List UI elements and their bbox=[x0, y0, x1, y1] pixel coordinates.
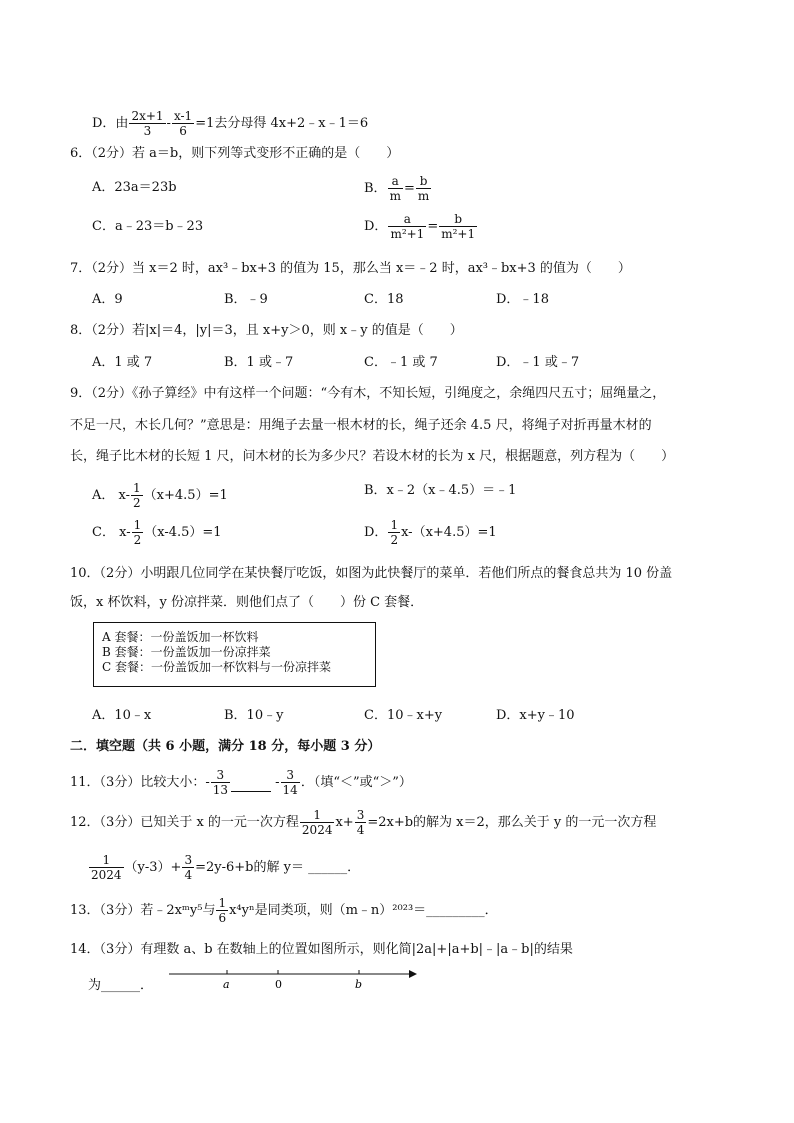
number-line-arrow bbox=[409, 970, 417, 978]
q8-option-b: B．1 或﹣7 bbox=[224, 355, 294, 370]
q12-line-2: $\frac{1}{2024}$ （y-3）+ $\frac{3}{4}$ =2y-6+b的解 y＝ ______． bbox=[91, 853, 361, 882]
q10-line-1: 10．（2分）小明跟几位同学在某快餐厅吃饭，如图为此快餐厅的菜单．若他们所点的餐食总共为 10 份盖 bbox=[70, 566, 673, 581]
q8-stem: 8．（2分）若|x|＝4，|y|＝3，且 x+y＞0，则 x﹣y 的值是（ ） bbox=[70, 323, 463, 338]
q9-line-3: 长，绳子比木材的长短 1 尺，问木材的长为多少尺？若设木材的长为 x 尺，根据题意，列方程为（ ） bbox=[70, 449, 675, 464]
q6-option-c: C．a﹣23＝b﹣23 bbox=[92, 219, 204, 234]
menu-item-b: B 套餐：一份盖饭加一份凉拌菜 bbox=[102, 645, 271, 659]
section-2-heading: 二．填空题（共 6 小题，满分 18 分，每小题 3 分） bbox=[70, 739, 381, 754]
q7-stem: 7．（2分）当 x＝2 时，ax³﹣bx+3 的值为 15，那么当 x＝﹣2 时，ax³﹣bx+3 的值为（ ） bbox=[70, 261, 631, 276]
q6-option-a: A．23a＝23b bbox=[92, 180, 177, 195]
q10-line-2: 饭，x 杯饮料，y 份凉拌菜．则他们点了（ ）份 C 套餐． bbox=[70, 595, 424, 610]
q7-option-b: B．﹣9 bbox=[224, 292, 268, 307]
q8-option-c: C．﹣1 或 7 bbox=[364, 355, 438, 370]
q9-option-a: A． x- $\frac{1}{2}$ （x+4.5）=1 bbox=[92, 481, 228, 510]
q6-option-d: D． $\frac{a}{\text{m²+1}}$ = $\frac{b}{\text{m²+1}}$ bbox=[364, 212, 476, 241]
q7-option-c: C．18 bbox=[364, 292, 404, 307]
q10-option-d: D．x+y﹣10 bbox=[496, 708, 575, 723]
q9-option-b: B．x﹣2（x﹣4.5）＝﹣1 bbox=[364, 483, 517, 498]
menu-box bbox=[93, 622, 376, 687]
q9-line-1: 9．（2分）《孙子算经》中有这样一个问题：“今有木，不知长短，引绳度之，余绳四尺五寸；屈绳量之， bbox=[70, 386, 666, 401]
q9-line-2: 不足一尺，木长几何？”意思是：用绳子去量一根木材的长，绳子还余 4.5 尺，将绳子对折再量木材的 bbox=[70, 418, 652, 433]
q10-option-b: B．10﹣y bbox=[224, 708, 284, 723]
q13: 13．（3分）若﹣2xᵐy⁵与 $\frac{1}{6}$ x⁴yⁿ是同类项，则（m﹣n）²⁰²³＝_________． bbox=[70, 896, 498, 925]
q8-option-a: A．1 或 7 bbox=[92, 355, 153, 370]
q11: 11．（3分）比较大小：- $\frac{3}{13}$ - $\frac{3}{14}$ ．（填“＜”或“＞”） bbox=[70, 768, 412, 797]
label-a: a bbox=[223, 978, 230, 991]
q6-stem: 6．（2分）若 a＝b，则下列等式变形不正确的是（ ） bbox=[70, 146, 400, 161]
label-b: b bbox=[355, 978, 363, 991]
q12-line-1: 12．（3分）已知关于 x 的一元一次方程 $\frac{1}{2024}$ x+ $\frac{3}{4}$ =2x+b的解为 x＝2，那么关于 y 的一元一次方程 bbox=[70, 808, 657, 837]
q7-option-a: A．9 bbox=[92, 292, 123, 307]
q5-option-d: D．由 $\frac{2x+1}{3}$ - $\frac{x-1}{6}$ =1去分母得 4x+2﹣x﹣1＝6 bbox=[92, 109, 369, 138]
q10-option-a: A．10﹣x bbox=[92, 708, 152, 723]
menu-item-a: A 套餐：一份盖饭加一杯饮料 bbox=[102, 630, 259, 644]
q6-option-b: B． $\frac{a}{m}$ = $\frac{b}{m}$ bbox=[364, 174, 430, 203]
q9-option-c: C． x- $\frac{1}{2}$ （x-4.5）=1 bbox=[92, 518, 222, 547]
label-zero: 0 bbox=[275, 978, 282, 991]
q9-option-d: D． $\frac{1}{2}$ x-（x+4.5）=1 bbox=[364, 518, 497, 547]
q10-option-c: C．10﹣x+y bbox=[364, 708, 443, 723]
q8-option-d: D．﹣1 或﹣7 bbox=[496, 355, 580, 370]
menu-item-c: C 套餐：一份盖饭加一杯饮料与一份凉拌菜 bbox=[102, 660, 331, 674]
q14-line-1: 14．（3分）有理数 a、b 在数轴上的位置如图所示，则化简|2a|+|a+b|﹣|a﹣b|的结果 bbox=[70, 942, 573, 957]
q14-line-2: 为______． bbox=[88, 978, 154, 993]
number-line bbox=[165, 966, 420, 992]
q7-option-d: D．﹣18 bbox=[496, 292, 549, 307]
